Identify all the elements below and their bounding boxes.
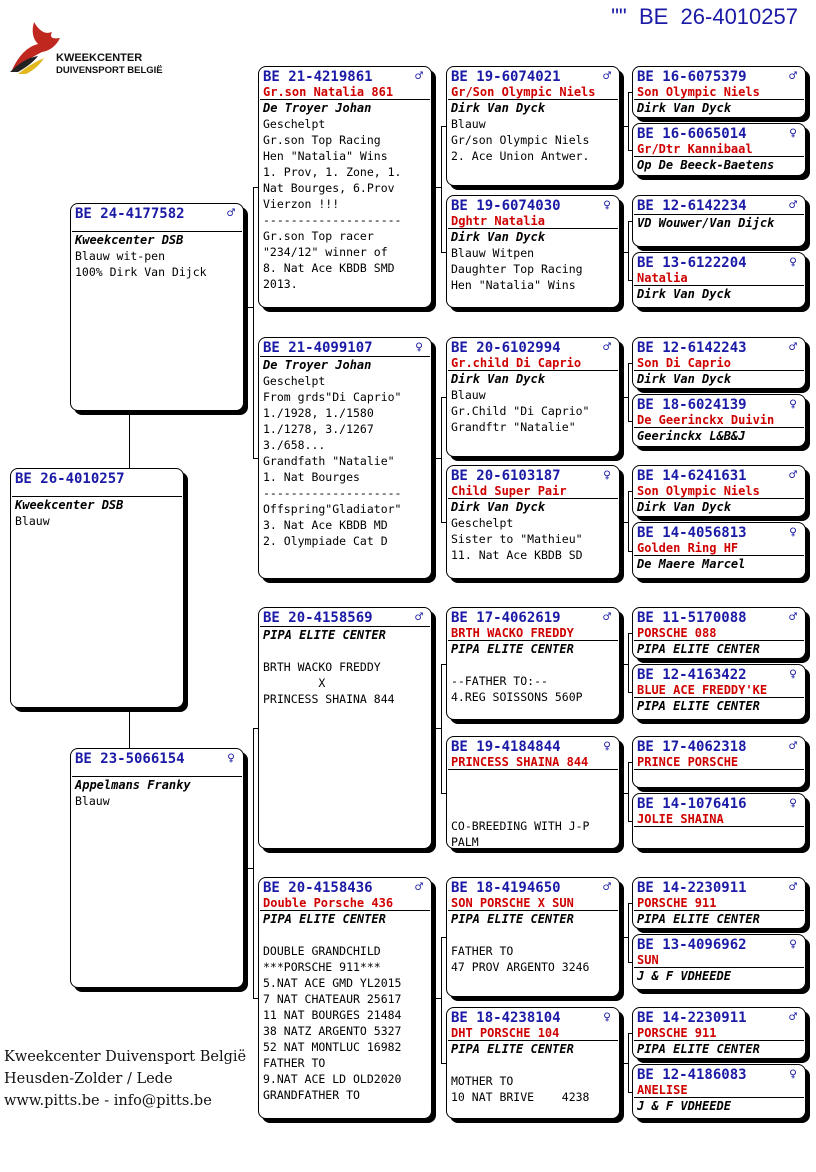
footer-line-3: www.pitts.be - info@pitts.be [4,1093,212,1109]
card-header [259,67,431,85]
card-header [633,338,805,356]
pedigree-card [632,337,806,389]
pedigree-card [258,337,432,579]
pigeon-name: SON PORSCHE X SUN [451,896,574,910]
detail-line: 9.NAT ACE LD OLD2020 [263,1072,402,1086]
breeder-name: Dirk Van Dyck [637,287,731,301]
detail-line: DOUBLE GRANDCHILD [263,944,381,958]
detail-line: 3./658... [263,438,326,452]
sex-icon: ♀ [789,796,797,811]
breeder-name: PIPA ELITE CENTER [451,642,574,656]
ring-number: BE 23-5066154 [75,751,185,767]
detail-line: Offspring"Gladiator" [263,502,402,516]
detail-line [447,927,619,943]
pedigree-card [446,465,620,579]
detail-line: FATHER TO [263,1056,326,1070]
connector-line [441,126,442,252]
detail-line: BRTH WACKO FREDDY [263,660,381,674]
card-header [633,67,805,85]
breeder-name: Kweekcenter DSB [15,498,124,512]
ring-number: BE 14-1076416 [637,796,747,812]
sex-icon: ♂ [789,340,797,355]
detail-line: 3. Nat Ace KBDB MD [263,518,388,532]
logo-line-1: KWEEKCENTER [56,52,143,64]
ring-number: BE 16-6075379 [637,69,747,85]
pigeon-name: BLUE ACE FREDDY'KE [637,683,768,697]
card-header [447,1008,619,1026]
pedigree-card [632,664,806,720]
pigeon-name: BRTH WACKO FREDDY [451,626,574,640]
sex-icon: ♂ [789,880,797,895]
breeder-name: Dirk Van Dyck [637,500,731,514]
pigeon-name: Golden Ring HF [637,541,739,555]
sex-icon: ♂ [415,610,423,625]
card-header [259,878,431,896]
detail-line: FATHER TO [451,944,514,958]
pedigree-card [10,468,184,708]
detail-line: Gr.son Top Racing [263,133,381,147]
sex-icon: ♀ [415,340,423,355]
sex-icon: ♀ [227,751,235,766]
sex-icon: ♂ [789,1010,797,1025]
detail-line: Vierzon !!! [263,197,340,211]
detail-line: GRANDFATHER TO [263,1088,360,1102]
ring-number: BE 19-6074030 [451,198,561,214]
detail-line [447,1057,619,1073]
sex-icon: ♂ [415,69,423,84]
breeder-name: PIPA ELITE CENTER [637,1042,760,1056]
pedigree-card [632,1064,806,1119]
footer-line-2: Heusden-Zolder / Lede [4,1071,173,1087]
detail-line: 8. Nat Ace KBDB SMD [263,261,395,275]
sex-icon: ♀ [603,1010,611,1025]
detail-line: From grds"Di Caprio" [263,390,402,404]
pigeon-name: Son Di Caprio [637,356,731,370]
ring-number: BE 14-6241631 [637,468,747,484]
detail-line: 38 NATZ ARGENTO 5327 [263,1024,402,1038]
detail-line: CO-BREEDING WITH J-P [451,819,590,833]
connector-line [628,762,629,821]
detail-line [447,802,619,818]
pedigree-card [632,195,806,247]
detail-line: 1./1278, 3./1267 [263,422,374,436]
connector-line [441,937,442,1063]
spacer [71,767,243,776]
ring-number: BE 20-4158436 [263,880,373,896]
card-header [633,124,805,142]
breeder-name: PIPA ELITE CENTER [451,912,574,926]
connector-line [628,1033,629,1092]
ring-number: BE 26-4010257 [15,471,125,487]
pigeon-name: Gr/Son Olympic Niels [451,85,596,99]
ring-number: BE 19-6074021 [451,69,561,85]
ring-number: BE 21-4219861 [263,69,373,85]
pedigree-card [632,66,806,118]
breeder-name: Appelmans Franky [75,778,191,792]
sex-icon: ♀ [789,255,797,270]
breeder-name: PIPA ELITE CENTER [637,642,760,656]
ring-number: BE 12-4186083 [637,1067,747,1083]
breeder-name [447,770,619,786]
pedigree-card [446,877,620,997]
breeder-name: Dirk Van Dyck [451,500,545,514]
pedigree-card [70,203,244,411]
detail-line: --FATHER TO:-- [451,674,548,688]
ring-number: BE 14-2230911 [637,880,747,896]
detail-line: 52 NAT MONTLUC 16982 [263,1040,402,1054]
pedigree-card [258,607,432,849]
detail-line: Grandftr "Natalie" [451,420,576,434]
detail-line: Blauw [75,794,110,808]
card-header [633,665,805,683]
breeder-name: Geerinckx L&B&J [637,429,746,443]
detail-line: 4.REG SOISSONS 560P [451,690,583,704]
pigeon-name: Son Olympic Niels [637,85,760,99]
pigeon-name: SUN [637,953,659,967]
ring-number: BE 24-4177582 [75,206,185,222]
connector-line [441,664,442,793]
pedigree-card [446,195,620,308]
ring-number: BE 14-4056813 [637,525,747,541]
card-header [633,935,805,953]
ring-number: BE 12-4163422 [637,667,747,683]
connector-line [441,397,442,522]
sex-icon: ♀ [789,1067,797,1082]
breeder-name: Op De Beeck-Baetens [637,158,775,172]
detail-line: 1. Nat Bourges [263,470,360,484]
detail-line: Gr/son Olympic Niels [451,133,590,147]
detail-line: 7 NAT CHATEAUR 25617 [263,992,402,1006]
sex-icon: ♀ [603,198,611,213]
detail-line [259,643,431,659]
detail-line: 10 NAT BRIVE 4238 [451,1090,590,1104]
sex-icon: ♂ [603,610,611,625]
ring-number: BE 20-6102994 [451,340,561,356]
breeder-name: J & F VDHEEDE [637,969,731,983]
pigeon-name: Son Olympic Niels [637,484,760,498]
ring-number: BE 18-4194650 [451,880,561,896]
card-header [447,338,619,356]
breeder-name: J & F VDHEEDE [637,1099,731,1113]
sex-icon: ♂ [789,198,797,213]
pigeon-name: Double Porsche 436 [263,896,394,910]
connector-line [628,363,629,421]
logo [8,14,183,79]
sex-icon: ♀ [789,525,797,540]
detail-line: 2013. [263,277,298,291]
card-header [633,1008,805,1026]
card-header [633,466,805,484]
breeder-name: Dirk Van Dyck [451,230,545,244]
detail-line: -------------------- [263,486,402,500]
pigeon-name: De Geerinckx Duivin [637,413,775,427]
pedigree-card [446,66,620,186]
pigeon-name: DHT PORSCHE 104 [451,1026,560,1040]
detail-line: -------------------- [263,213,402,227]
card-header [447,466,619,484]
pigeon-name: JOLIE SHAINA [637,812,724,826]
ring-number: BE 12-6142243 [637,340,747,356]
detail-line: X [263,676,326,690]
detail-line: 2. Olympiade Cat D [263,534,388,548]
breeder-name: De Maere Marcel [637,557,746,571]
ring-number: BE 12-6142234 [637,198,747,214]
pedigree-card [446,337,620,457]
detail-line: Blauw wit-pen [75,249,166,263]
sex-icon: ♀ [789,667,797,682]
detail-line: Gr.son Top racer [263,229,374,243]
pedigree-card [258,66,432,308]
pigeon-name: Gr.son Natalia 861 [263,85,394,99]
card-header [633,1065,805,1083]
sex-icon: ♂ [603,69,611,84]
card-header [633,878,805,896]
detail-line: Blauw [451,117,486,131]
connector-line [628,92,629,150]
pigeon-name: PORSCHE 911 [637,1026,717,1040]
pedigree-card [70,748,244,988]
pedigree-card [632,123,806,176]
sex-icon: ♀ [603,468,611,483]
detail-line [447,657,619,673]
footer [4,1046,246,1112]
pedigree-card [258,877,432,1119]
ring-number: BE 21-4099107 [263,340,373,356]
detail-line: Hen "Natalia" Wins [263,149,388,163]
pedigree-card [632,877,806,929]
pedigree-card [632,736,806,788]
sex-icon: ♀ [603,739,611,754]
detail-line: ***PORSCHE 911*** [263,960,381,974]
ring-number: BE 16-6065014 [637,126,747,142]
sex-icon: ♂ [415,880,423,895]
breeder-name: Dirk Van Dyck [637,101,731,115]
card-header [633,794,805,812]
connector-line [628,903,629,962]
card-header [447,196,619,214]
pigeon-name: PORSCHE 088 [637,626,717,640]
pigeon-name: Gr/Dtr Kannibaal [637,142,753,156]
detail-line: 5.NAT ACE GMD YL2015 [263,976,402,990]
sex-icon: ♂ [789,739,797,754]
detail-line: Geschelpt [263,374,326,388]
pedigree-title: "" BE 26-4010257 [611,4,798,29]
breeder-name: Kweekcenter DSB [75,233,184,247]
pigeon-name: Child Super Pair [451,484,567,498]
divider [634,826,804,827]
detail-line: Sister to "Mathieu" [451,532,583,546]
detail-line: 1./1928, 1./1580 [263,406,374,420]
detail-line: Gr.Child "Di Caprio" [451,404,590,418]
pigeon-name: PRINCE PORSCHE [637,755,739,769]
connector-line [253,728,254,998]
pedigree-card [632,522,806,579]
sex-icon: ♀ [789,937,797,952]
breeder-name: PIPA ELITE CENTER [637,699,760,713]
detail-line [259,927,431,943]
detail-line: Hen "Natalia" Wins [451,278,576,292]
sex-icon: ♂ [227,206,235,221]
detail-line: 11. Nat Ace KBDB SD [451,548,583,562]
detail-line: Blauw Witpen [451,246,535,260]
ring-number: BE 17-4062318 [637,739,747,755]
detail-line: Daughter Top Racing [451,262,583,276]
sex-icon: ♀ [789,126,797,141]
breeder-name: PIPA ELITE CENTER [637,912,760,926]
card-header [11,469,183,487]
card-header [447,608,619,626]
pedigree-card [632,465,806,517]
detail-line: "234/12" winner of [263,245,388,259]
card-header [447,737,619,755]
card-header [71,749,243,767]
spacer [11,487,183,496]
sex-icon: ♂ [789,69,797,84]
pigeon-name: PORSCHE 911 [637,896,717,910]
breeder-name: PIPA ELITE CENTER [263,912,386,926]
sex-icon: ♂ [603,340,611,355]
detail-line: 11 NAT BOURGES 21484 [263,1008,402,1022]
card-header [633,253,805,271]
detail-line: PRINCESS SHAINA 844 [263,692,395,706]
ring-number: BE 13-6122204 [637,255,747,271]
pedigree-card [632,252,806,308]
sex-icon: ♂ [789,610,797,625]
pedigree-card [446,736,620,849]
ring-number: BE 20-4158569 [263,610,373,626]
connector-line [628,491,629,551]
breeder-name: PIPA ELITE CENTER [263,628,386,642]
card-header [633,523,805,541]
connector-line [628,633,629,692]
card-header [633,395,805,413]
detail-line: Blauw [451,388,486,402]
pigeon-name: Gr.child Di Caprio [451,356,582,370]
pedigree-card [632,394,806,447]
pigeon-name: Dghtr Natalia [451,214,545,228]
breeder-name: De Troyer Johan [263,358,372,372]
breeder-name: Dirk Van Dyck [451,372,545,386]
connector-line [628,221,629,280]
detail-line: Geschelpt [451,516,514,530]
card-header [633,196,805,214]
card-header [447,67,619,85]
breeder-name: Dirk Van Dyck [637,372,731,386]
connector-line [253,187,254,458]
pigeon-name: ANELISE [637,1083,688,1097]
card-header [633,608,805,626]
detail-line: PALM [451,835,479,849]
pedigree-card [632,607,806,659]
card-header [71,204,243,222]
ring-number: BE 20-6103187 [451,468,561,484]
card-header [447,878,619,896]
breeder-name: PIPA ELITE CENTER [451,1042,574,1056]
sex-icon: ♂ [789,468,797,483]
card-header [259,608,431,626]
detail-line: Grandfath "Natalie" [263,454,395,468]
breeder-name: De Troyer Johan [263,101,372,115]
pedigree-card [632,1007,806,1059]
detail-line: 2. Ace Union Antwer. [451,149,590,163]
ring-number: BE 11-5170088 [637,610,747,626]
card-header [633,737,805,755]
ring-number: BE 13-4096962 [637,937,747,953]
logo-line-2: DUIVENSPORT BELGIË [56,65,163,76]
ring-number: BE 18-6024139 [637,397,747,413]
detail-line: 100% Dirk Van Dijck [75,265,207,279]
pigeon-name: PRINCESS SHAINA 844 [451,755,589,769]
divider [634,769,804,770]
ring-number: BE 18-4238104 [451,1010,561,1026]
ring-number: BE 19-4184844 [451,739,561,755]
breeder-name: Dirk Van Dyck [451,101,545,115]
footer-line-1: Kweekcenter Duivensport België [4,1049,247,1065]
pedigree-card [446,607,620,720]
pigeon-name: Natalia [637,271,688,285]
detail-line: Geschelpt [263,117,326,131]
sex-icon: ♀ [789,397,797,412]
pedigree-card [632,934,806,990]
pedigree-card [446,1007,620,1119]
card-header [259,338,431,356]
detail-line: 47 PROV ARGENTO 3246 [451,960,590,974]
detail-line [447,786,619,802]
detail-line: Nat Bourges, 6.Prov [263,181,395,195]
ring-number: BE 17-4062619 [451,610,561,626]
breeder-name: VD Wouwer/Van Dijck [637,216,775,230]
detail-line: Blauw [15,514,50,528]
pedigree-card [632,793,806,849]
detail-line: 1. Prov, 1. Zone, 1. [263,165,402,179]
spacer [71,222,243,231]
detail-line: MOTHER TO [451,1074,514,1088]
ring-number: BE 14-2230911 [637,1010,747,1026]
sex-icon: ♂ [603,880,611,895]
